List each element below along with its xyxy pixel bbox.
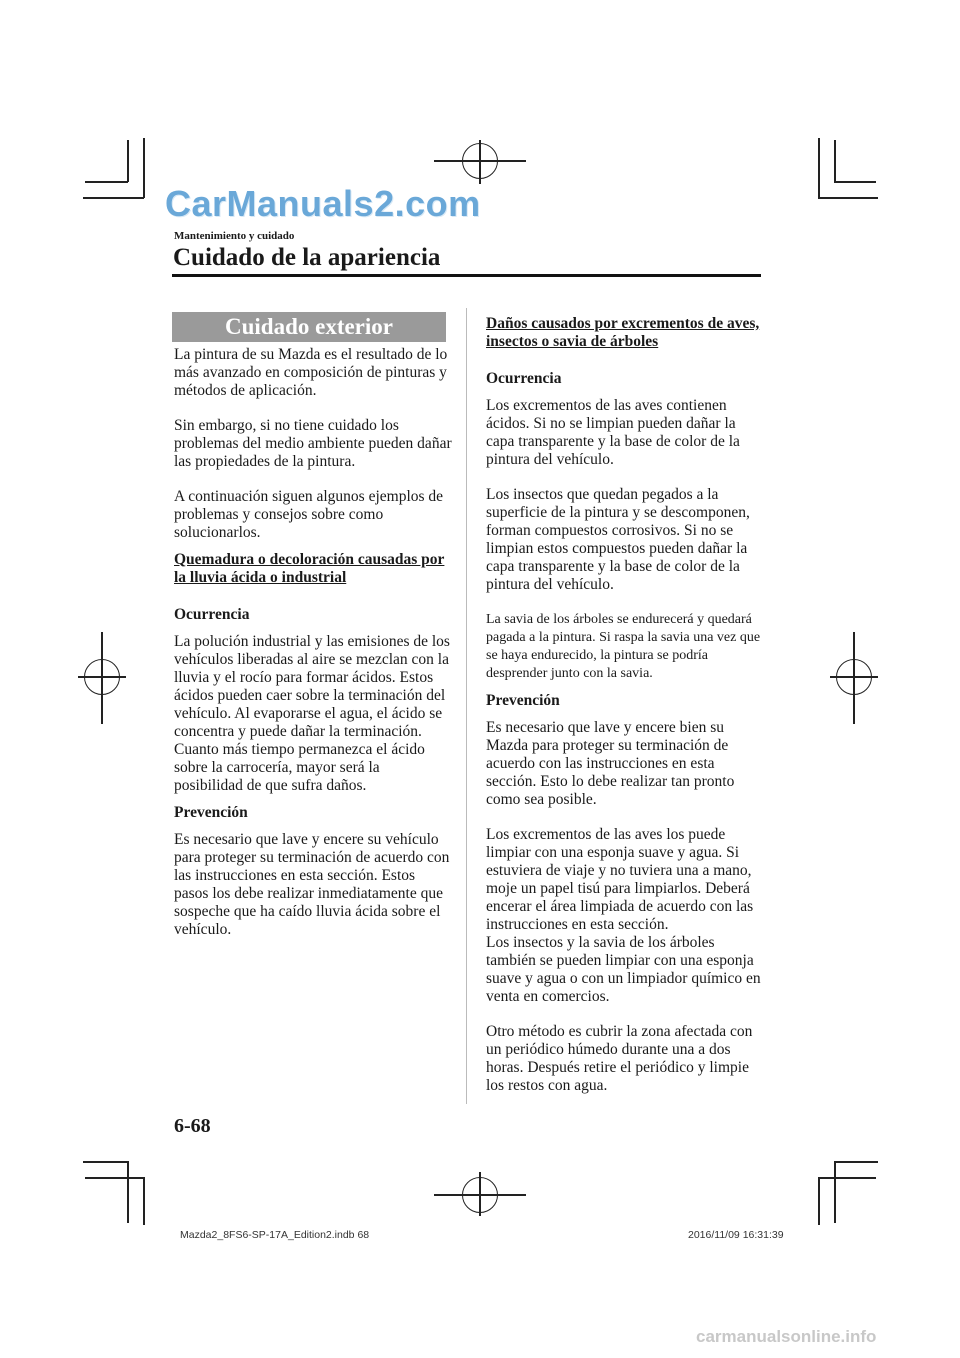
body-paragraph: Los insectos que quedan pegados a la superficie de la pintura y se descomponen, forman compuestos corrosivos. Si no se limpian estos compuestos pueden dañar la capa transparente y la base de color de la pintura del vehículo.	[486, 486, 750, 593]
column-divider	[466, 308, 467, 1104]
watermark-logo: CarManuals2.com	[165, 183, 481, 224]
footer-date-info: 2016/11/09 16:31:39	[688, 1229, 784, 1241]
body-paragraph: La savia de los árboles se endurecerá y quedará pagada a la pintura. Si raspa la savia una vez que se haya endurecido, la pintura se podría desprender junto con la savia.	[486, 612, 761, 681]
body-paragraph: La polución industrial y las emisiones de los vehículos liberadas al aire se mezclan con la lluvia y el rocío para formar ácidos. Estos ácidos pueden caer sobre la terminación del vehículo. Al evaporarse el agua, el ácido se concentra y puede dañar la terminación.	[174, 633, 450, 740]
prevention-label: Prevención	[174, 804, 248, 821]
subsection-heading: Daños causados por excrementos de aves, insectos o savia de árboles	[486, 315, 760, 350]
body-paragraph: Los excrementos de las aves los puede limpiar con una esponja suave y agua. Si estuviera de viaje y no tuviera una a mano, moje un papel tisú para limpiarlos. Deberá encerar el área limpiada de acuerdo con las instrucciones en esta sección.	[486, 826, 754, 933]
intro-paragraph: La pintura de su Mazda es el resultado de lo más avanzado en composición de pinturas y métodos de aplicación.	[174, 346, 448, 399]
chapter-title: Cuidado de la apariencia	[173, 244, 441, 271]
body-paragraph: Cuanto más tiempo permanezca el ácido sobre la carrocería, mayor será la posibilidad de que sufra daños.	[174, 741, 425, 794]
prevention-label: Prevención	[486, 692, 560, 709]
intro-paragraph: Sin embargo, si no tiene cuidado los problemas del medio ambiente pueden dañar las propiedades de la pintura.	[174, 417, 452, 470]
occurrence-label: Ocurrencia	[486, 370, 562, 387]
title-rule	[172, 274, 761, 277]
footer-file-info: Mazda2_8FS6-SP-17A_Edition2.indb 68	[180, 1229, 370, 1241]
section-banner: Cuidado exterior	[172, 312, 446, 342]
body-paragraph: Es necesario que lave y encere bien su Mazda para proteger su terminación de acuerdo con las instrucciones en esta sección. Esto lo debe realizar tan pronto como sea posible.	[486, 719, 735, 808]
subsection-heading: Quemadura o decoloración causadas por la lluvia ácida o industrial	[174, 551, 445, 586]
occurrence-label: Ocurrencia	[174, 606, 250, 623]
page-number: 6-68	[174, 1115, 211, 1137]
body-paragraph: Los excrementos de las aves contienen ácidos. Si no se limpian pueden dañar la capa transparente y la base de color de la pintura del vehículo.	[486, 397, 740, 468]
body-paragraph: Los insectos y la savia de los árboles también se pueden limpiar con una esponja suave y agua o con un limpiador químico en venta en comercios.	[486, 934, 761, 1005]
body-paragraph: Es necesario que lave y encere su vehículo para proteger su terminación de acuerdo con las instrucciones en esta sección. Estos pasos los debe realizar inmediatamente que sospeche que ha caído lluvia ácida sobre el vehículo.	[174, 831, 450, 938]
bottom-brand-watermark: carmanualsonline.info	[696, 1327, 877, 1346]
left-column	[174, 346, 452, 956]
section-label: Mantenimiento y cuidado	[174, 230, 295, 242]
intro-paragraph: A continuación siguen algunos ejemplos de problemas y consejos sobre como solucionarlos.	[174, 488, 444, 541]
body-paragraph: Otro método es cubrir la zona afectada con un periódico húmedo durante una a dos horas. Después retire el periódico y limpie los restos con agua.	[486, 1023, 753, 1094]
right-column	[486, 315, 764, 1112]
